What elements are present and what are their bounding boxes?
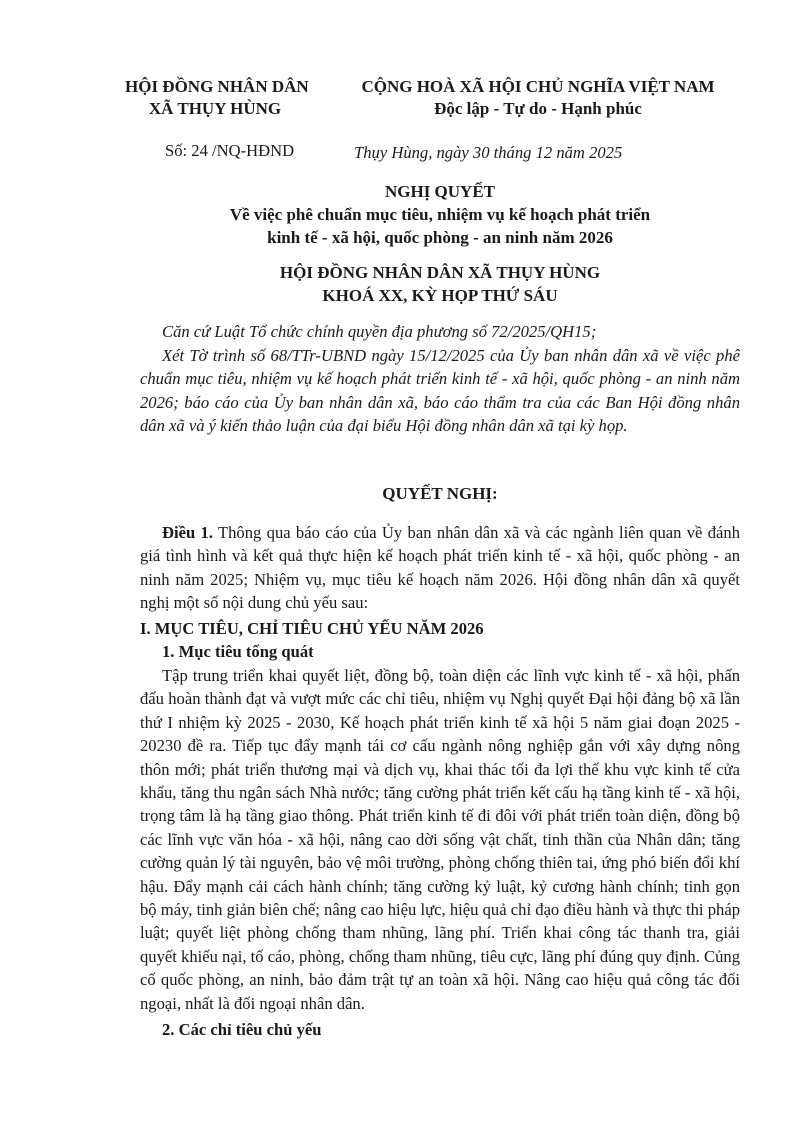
subject-line-2: kinh tế - xã hội, quốc phòng - an ninh năm 2026 <box>267 228 613 247</box>
general-goal-paragraph: Tập trung triển khai quyết liệt, đồng bộ, toàn diện các lĩnh vực kinh tế - xã hội, phấn đấu hoàn thành đạt và vượt mức các chỉ tiêu, nhiệm vụ Nghị quyết Đại hội đảng bộ xã lần thứ I nhiệm kỳ 2025 - 2030, Kế hoạch phát triển kinh tế xã hội 5 năm giai đoạn 2025 - 20230 đề ra. Tiếp tục đẩy mạnh tái cơ cấu ngành nông nghiệp gắn với xây dựng nông thôn mới; phát triển thương mại và dịch vụ, khai thác tối đa lợi thế khu vực kinh tế cửa khẩu, tăng thu ngân sách Nhà nước; tăng cường phát triển kết cấu hạ tầng kinh tế - xã hội, trọng tâm là hạ tầng giao thông. Phát triển kinh tế đi đôi với phát triển toàn diện, đồng bộ các lĩnh vực văn hóa - xã hội, nâng cao dời sống vật chất, tinh thần của Nhân dân; tăng cường quản lý tài nguyên, bảo vệ môi trường, phòng chống thiên tai, ứng phó biến đổi khí hậu. Đẩy mạnh cải cách hành chính; tăng cường kỷ luật, kỷ cương hành chính; tinh gọn bộ máy, tinh giản biên chế; nâng cao hiệu lực, hiệu quả chỉ đạo điều hành và thực thi pháp luật; quyết liệt phòng chống tham nhũng, lãng phí. Triển khai công tác thanh tra, giải quyết khiếu nại, tố cáo, phòng, chống tham nhũng, tiêu cực, lãng phí đúng quy định. Củng cố quốc phòng, an ninh, bảo đảm trật tự an toàn xã hội. Nâng cao hiệu quả công tác đối ngoại, nhất là đối ngoại nhân dân. <box>140 666 740 1013</box>
article-1 <box>140 521 740 615</box>
article-1-label: Điều 1. <box>162 523 213 542</box>
council-block <box>140 261 740 307</box>
motto: Độc lập - Tự do - Hạnh phúc <box>434 99 642 118</box>
legal-basis-2: Xét Tờ trình số 68/TTr-UBND ngày 15/12/2025 của Ủy ban nhân dân xã về việc phê chuẩn mục tiêu, nhiệm vụ kế hoạch phát triển kinh tế - xã hội, quốc phòng - an ninh năm 2026; báo cáo của Ủy ban nhân dân xã, báo cáo thẩm tra của các Ban Hội đồng nhân dân xã và ý kiến thảo luận của đại biểu Hội đồng nhân dân xã tại kỳ họp. <box>140 346 740 436</box>
resolution-heading: QUYẾT NGHỊ: <box>382 484 498 503</box>
subsection-2-heading: 2. Các chỉ tiêu chủ yếu <box>162 1020 322 1039</box>
doc-type: NGHỊ QUYẾT <box>384 182 496 201</box>
article-1-text: Thông qua báo cáo của Ủy ban nhân dân xã và các ngành liên quan về đánh giá tình hình và kết quả thực hiện kế hoạch phát triển kinh tế - xã hội, quốc phòng - an ninh năm 2025; Nhiệm vụ, mục tiêu kế hoạch năm 2026. Hội đồng nhân dân xã quyết nghị một số nội dung chủ yếu sau: <box>140 523 740 613</box>
place-date: Thụy Hùng, ngày 30 tháng 12 năm 2025 <box>354 143 623 162</box>
national-motto-block <box>338 76 738 120</box>
country-name: CỘNG HOÀ XÃ HỘI CHỦ NGHĨA VIỆT NAM <box>361 77 715 96</box>
subject-line-1: Về việc phê chuẩn mục tiêu, nhiệm vụ kế hoạch phát triển <box>229 205 651 224</box>
council-session: KHOÁ XX, KỲ HỌP THỨ SÁU <box>322 286 558 305</box>
issuer-commune: XÃ THỤY HÙNG <box>148 99 282 118</box>
council-name: HỘI ĐỒNG NHÂN DÂN XÃ THỤY HÙNG <box>279 263 601 282</box>
subsection-1-heading: 1. Mục tiêu tổng quát <box>162 642 314 661</box>
doc-number: Số: 24 /NQ-HĐND <box>165 141 295 160</box>
doc-title-block <box>140 180 740 249</box>
legal-basis-1: Căn cứ Luật Tổ chức chính quyền địa phương số 72/2025/QH15; <box>162 322 597 341</box>
issuer-name: HỘI ĐỒNG NHÂN DÂN <box>125 77 309 96</box>
section-1-heading: I. MỤC TIÊU, CHỈ TIÊU CHỦ YẾU NĂM 2026 <box>140 619 484 638</box>
issuer-block <box>125 76 309 120</box>
